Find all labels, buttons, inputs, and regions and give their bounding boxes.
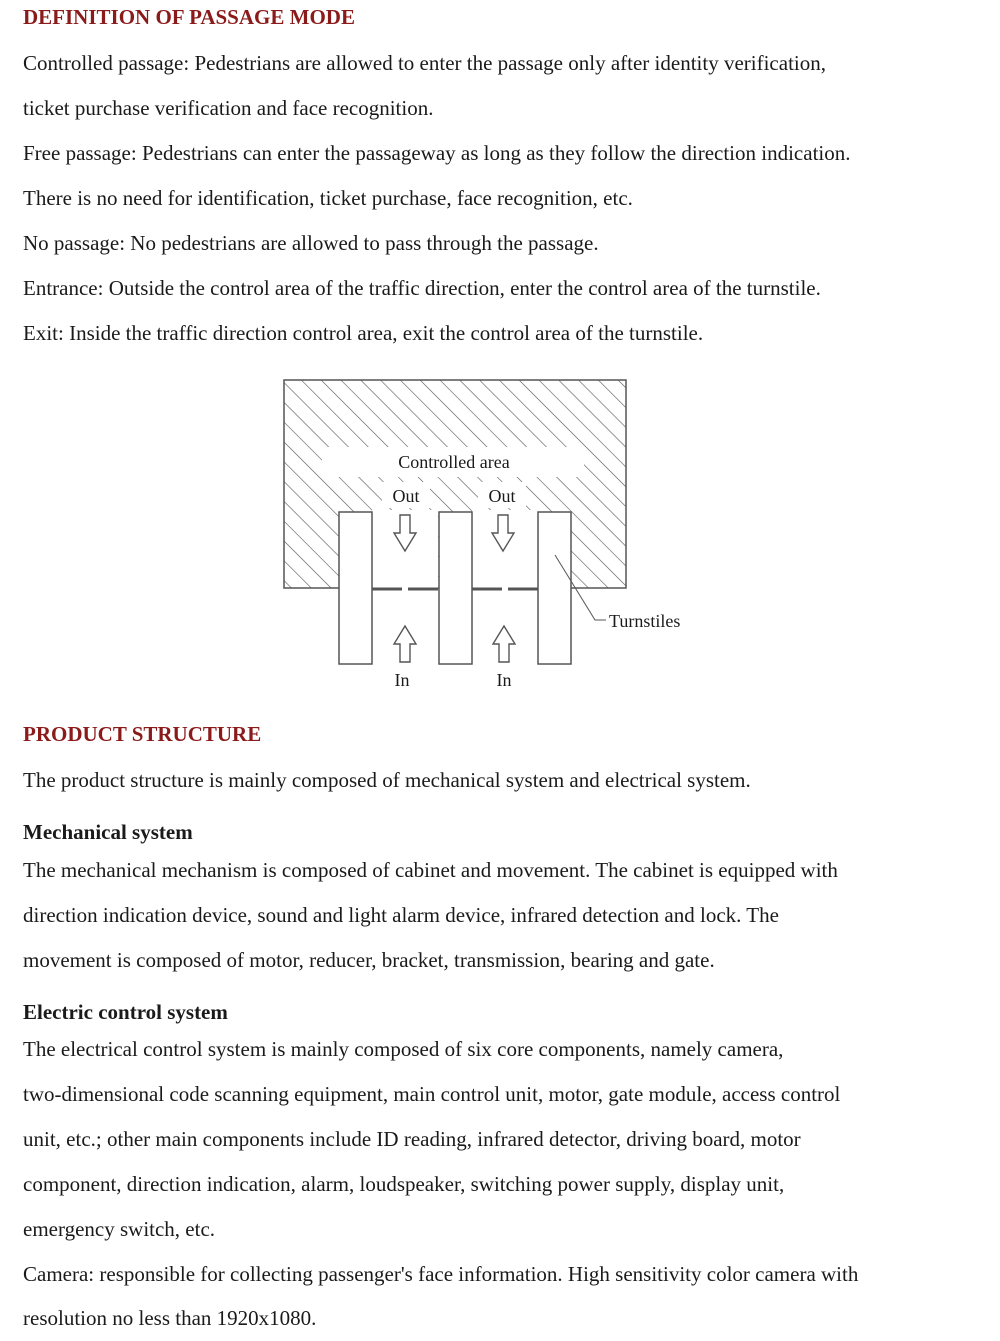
paragraph-line: resolution no less than 1920x1080. [23, 1306, 317, 1330]
paragraph-line: direction indication device, sound and light alarm device, infrared detection and lock. The [23, 903, 779, 927]
paragraph-line: two-dimensional code scanning equipment, main control unit, motor, gate module, access control [23, 1082, 841, 1106]
in-label-1: In [394, 670, 410, 690]
paragraph-line: unit, etc.; other main components include ID reading, infrared detector, driving board, motor [23, 1127, 801, 1151]
controlled-area-label: Controlled area [398, 452, 510, 472]
paragraph-line: No passage: No pedestrians are allowed to pass through the passage. [23, 231, 599, 255]
subheading-mechanical-system: Mechanical system [23, 820, 193, 844]
paragraph-line: There is no need for identification, ticket purchase, face recognition, etc. [23, 186, 633, 210]
paragraph-line: The mechanical mechanism is composed of cabinet and movement. The cabinet is equipped with [23, 858, 838, 882]
subheading-electric-control-system: Electric control system [23, 1000, 228, 1024]
out-label-2: Out [488, 486, 516, 506]
paragraph-line: ticket purchase verification and face recognition. [23, 96, 434, 120]
section-heading-product-structure: PRODUCT STRUCTURE [23, 722, 262, 746]
section-heading-passage-mode: DEFINITION OF PASSAGE MODE [23, 5, 355, 29]
paragraph-line: emergency switch, etc. [23, 1217, 216, 1241]
turnstiles-label: Turnstiles [609, 611, 681, 631]
paragraph-line: component, direction indication, alarm, loudspeaker, switching power supply, display unit, [23, 1172, 785, 1196]
turnstile-cabinet-right [538, 512, 571, 664]
paragraph-intro: The product structure is mainly composed of mechanical system and electrical system. [23, 768, 751, 792]
out-label-1: Out [392, 486, 420, 506]
paragraph-line: Exit: Inside the traffic direction control area, exit the control area of the turnstile. [23, 321, 704, 345]
paragraph-line: The electrical control system is mainly composed of six core components, namely camera, [23, 1037, 784, 1061]
paragraph-line: Camera: responsible for collecting passenger's face information. High sensitivity color camera with [23, 1262, 859, 1286]
in-label-2: In [496, 670, 512, 690]
paragraph-line: Controlled passage: Pedestrians are allowed to enter the passage only after identity verification, [23, 51, 826, 75]
paragraph-line: Entrance: Outside the control area of the traffic direction, enter the control area of the turnstile. [23, 276, 821, 300]
turnstile-cabinet-middle [439, 512, 472, 664]
paragraph-line: movement is composed of motor, reducer, bracket, transmission, bearing and gate. [23, 948, 715, 972]
in-arrow-icon [493, 626, 515, 662]
turnstile-cabinet-left [339, 512, 372, 664]
in-arrow-icon [394, 626, 416, 662]
paragraph-line: Free passage: Pedestrians can enter the passageway as long as they follow the direction indication. [23, 141, 851, 165]
